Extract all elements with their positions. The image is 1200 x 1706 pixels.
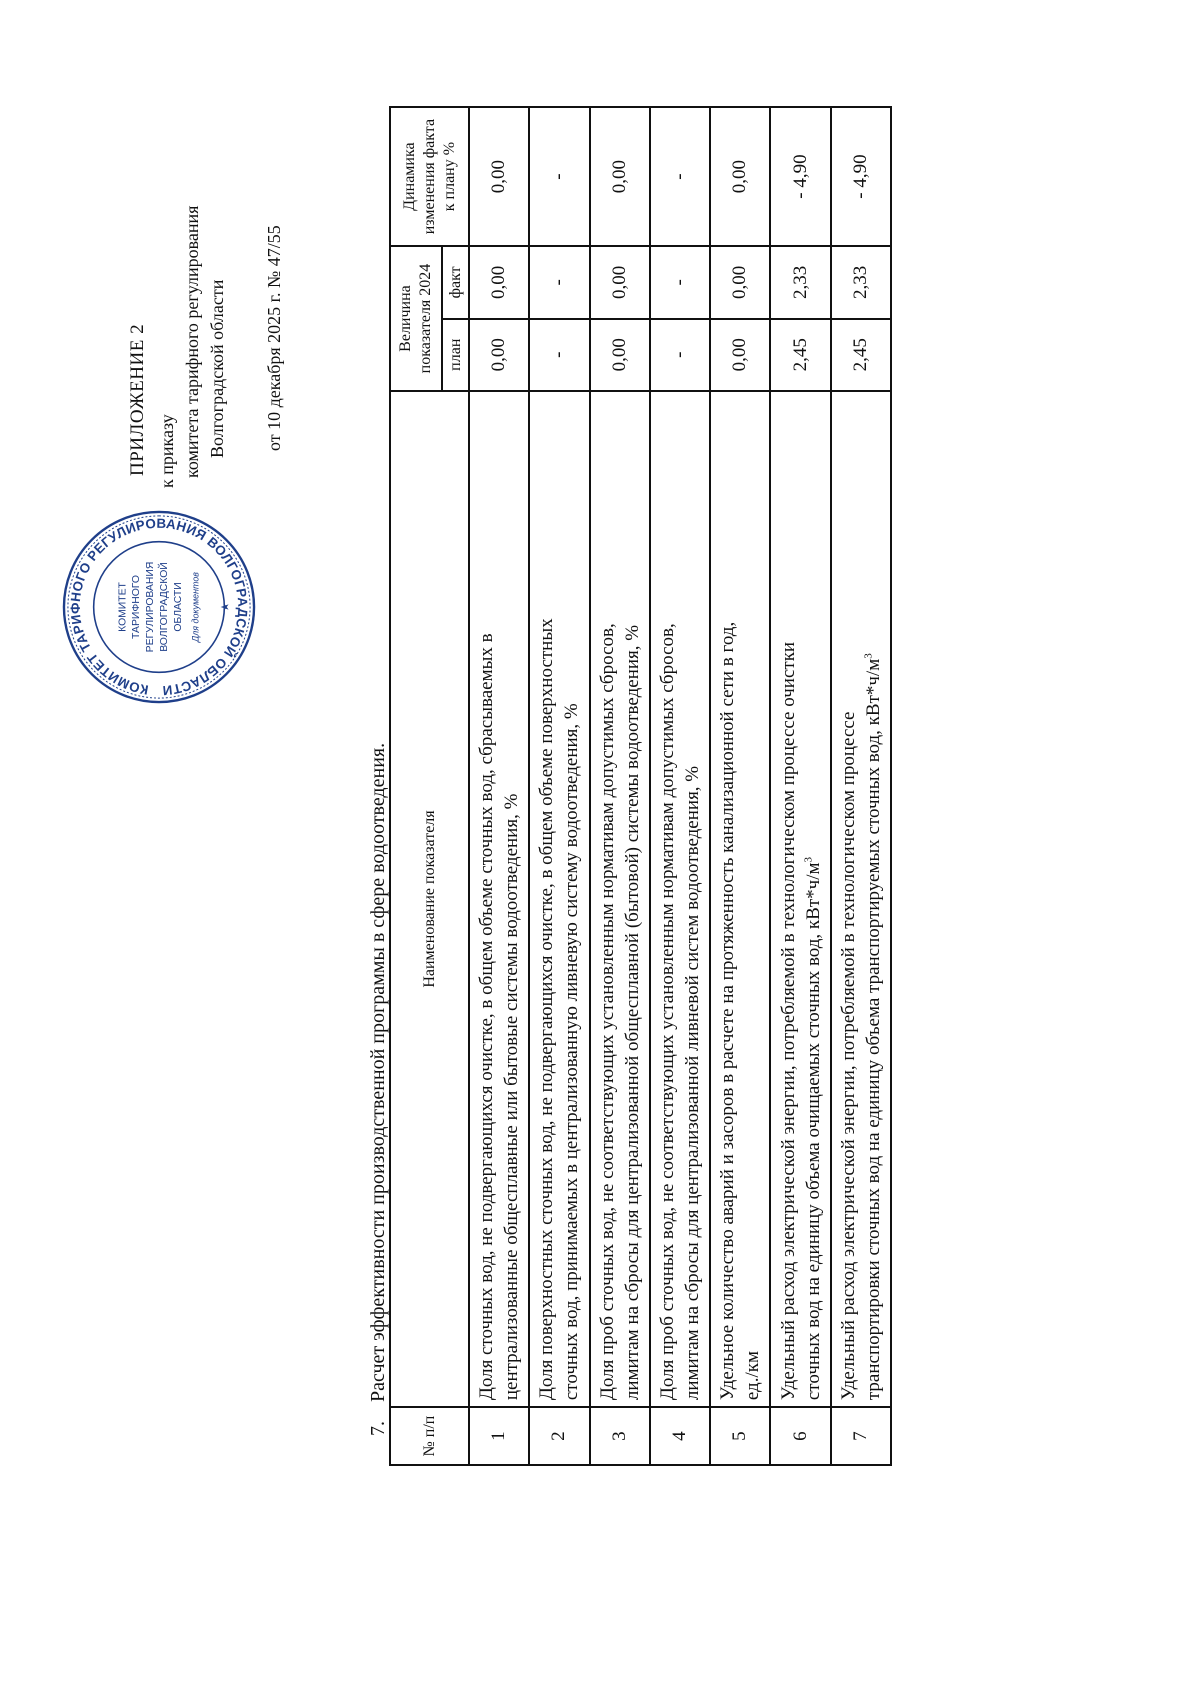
indicator-name <box>590 391 650 1407</box>
plan-value: 0,00 <box>590 319 650 391</box>
section-number: 7. <box>367 1421 389 1436</box>
dynamics-value: 0,00 <box>710 107 770 246</box>
indicator-name-line2: централизованные общесплавные или бытовые системы водоотведения, % <box>501 793 523 1401</box>
unit-superscript: 3 <box>862 653 875 659</box>
issuing-committee: комитета тарифного регулирования <box>182 205 202 478</box>
dynamics-value: - 4,90 <box>831 107 891 246</box>
indicator-name-line1: Доля сточных вод, не подвергающихся очистке, в общем объеме сточных вод, сбрасываемых в <box>476 633 498 1401</box>
order-reference: к приказу <box>157 414 177 488</box>
row-number: 5 <box>710 1407 770 1465</box>
row-number: 7 <box>831 1407 891 1465</box>
plan-value: - <box>650 319 710 391</box>
plan-value: - <box>529 319 589 391</box>
seal-line-5: ОБЛАСТИ <box>172 582 184 632</box>
row-number: 4 <box>650 1407 710 1465</box>
row-number: 6 <box>770 1407 830 1465</box>
section-title: Расчет эффективности производственной программы в сфере водоотведения. <box>367 742 389 1402</box>
table-row <box>469 107 529 1465</box>
official-seal <box>60 508 258 706</box>
indicator-name-line2: сточных вод, принимаемых в централизованную ливневую систему водоотведения, % <box>561 703 583 1401</box>
header-plan: план <box>442 319 469 391</box>
dynamics-value: 0,00 <box>469 107 529 246</box>
indicator-name-line1: Удельный расход электрической энергии, потребляемой в технологическом процессе <box>837 711 859 1401</box>
plan-value: 2,45 <box>831 319 891 391</box>
row-number: 1 <box>469 1407 529 1465</box>
seal-line-2: ТАРИФНОГО <box>131 575 143 639</box>
seal-line-6: Для документов <box>190 572 201 642</box>
table-row <box>529 107 589 1465</box>
fact-value: - <box>650 246 710 318</box>
plan-value: 0,00 <box>469 319 529 391</box>
table-row <box>831 107 891 1465</box>
table-row <box>770 107 830 1465</box>
table-row <box>590 107 650 1465</box>
plan-value: 2,45 <box>770 319 830 391</box>
indicator-name <box>770 391 830 1407</box>
seal-line-1: КОМИТЕТ <box>117 582 129 632</box>
fact-value: 2,33 <box>770 246 830 318</box>
fact-value: 0,00 <box>710 246 770 318</box>
indicator-name-line2: лимитам на сбросы для централизованной общесплавной (бытовой) системы водоотведения, % <box>621 624 643 1401</box>
indicator-name <box>831 391 891 1407</box>
fact-value: 0,00 <box>469 246 529 318</box>
section-heading <box>367 743 390 1436</box>
header-number: № п/п <box>390 1407 469 1465</box>
indicator-name <box>710 391 770 1407</box>
fact-value: 0,00 <box>590 246 650 318</box>
appendix-title: ПРИЛОЖЕНИЕ 2 <box>127 323 148 476</box>
seal-line-3: РЕГУЛИРОВАНИЯ <box>145 561 157 653</box>
indicator-name <box>529 391 589 1407</box>
unit-superscript: 3 <box>802 857 815 863</box>
table-row <box>710 107 770 1465</box>
indicator-name-line1: Доля поверхностных сточных вод, не подвергающихся очистке, в общем объеме поверхностных <box>536 618 558 1401</box>
indicator-name-line2: лимитам на сбросы для централизованной ливневой систем водоотведения, % <box>681 765 703 1401</box>
indicator-name <box>469 391 529 1407</box>
header-fact: факт <box>442 246 469 318</box>
indicator-name-line1: Доля проб сточных вод, не соответствующих установленным нормативам допустимых сбросов, <box>596 623 618 1401</box>
header-indicator-name: Наименование показателя <box>390 391 469 1407</box>
seal-outer-text: КОМИТЕТ ТАРИФНОГО РЕГУЛИРОВАНИЯ ВОЛГОГРАДСКОЙ ОБЛАСТИ <box>67 515 251 699</box>
order-date: от 10 декабря 2025 г. № 47/55 <box>264 225 284 451</box>
fact-value: 2,33 <box>831 246 891 318</box>
indicator-name-line2: транспортировки сточных вод на единицу объема транспортируемых сточных вод, кВт*ч/м <box>862 658 884 1401</box>
table-body <box>469 107 891 1465</box>
indicator-name-line1: Доля проб сточных вод, не соответствующих установленным нормативам допустимых сбросов, <box>656 623 678 1401</box>
issuing-region: Волгоградской области <box>207 279 227 458</box>
seal-star-icon: ★ <box>218 602 232 612</box>
header-indicator-value: Величина показателя 2024 <box>390 246 442 391</box>
row-number: 2 <box>529 1407 589 1465</box>
dynamics-value: - 4,90 <box>770 107 830 246</box>
indicator-name-line1: Удельный расход электрической энергии, потребляемой в технологическом процессе очистки <box>777 641 799 1401</box>
efficiency-indicators-table <box>389 106 892 1466</box>
header-dynamics: Динамика изменения факта к плану % <box>390 107 469 246</box>
row-number: 3 <box>590 1407 650 1465</box>
dynamics-value: 0,00 <box>590 107 650 246</box>
fact-value: - <box>529 246 589 318</box>
indicator-name-line2: ед./км <box>742 1350 764 1401</box>
seal-line-4: ВОЛГОГРАДСКОЙ <box>158 562 170 652</box>
indicator-name-line1: Удельное количество аварий и засоров в расчете на протяженность канализационной сети в год, <box>717 621 739 1401</box>
table-row <box>650 107 710 1465</box>
dynamics-value: - <box>650 107 710 246</box>
indicator-name <box>650 391 710 1407</box>
plan-value: 0,00 <box>710 319 770 391</box>
dynamics-value: - <box>529 107 589 246</box>
indicator-name-line2: сточных вод на единицу объема очищаемых сточных вод, кВт*ч/м <box>802 862 824 1401</box>
